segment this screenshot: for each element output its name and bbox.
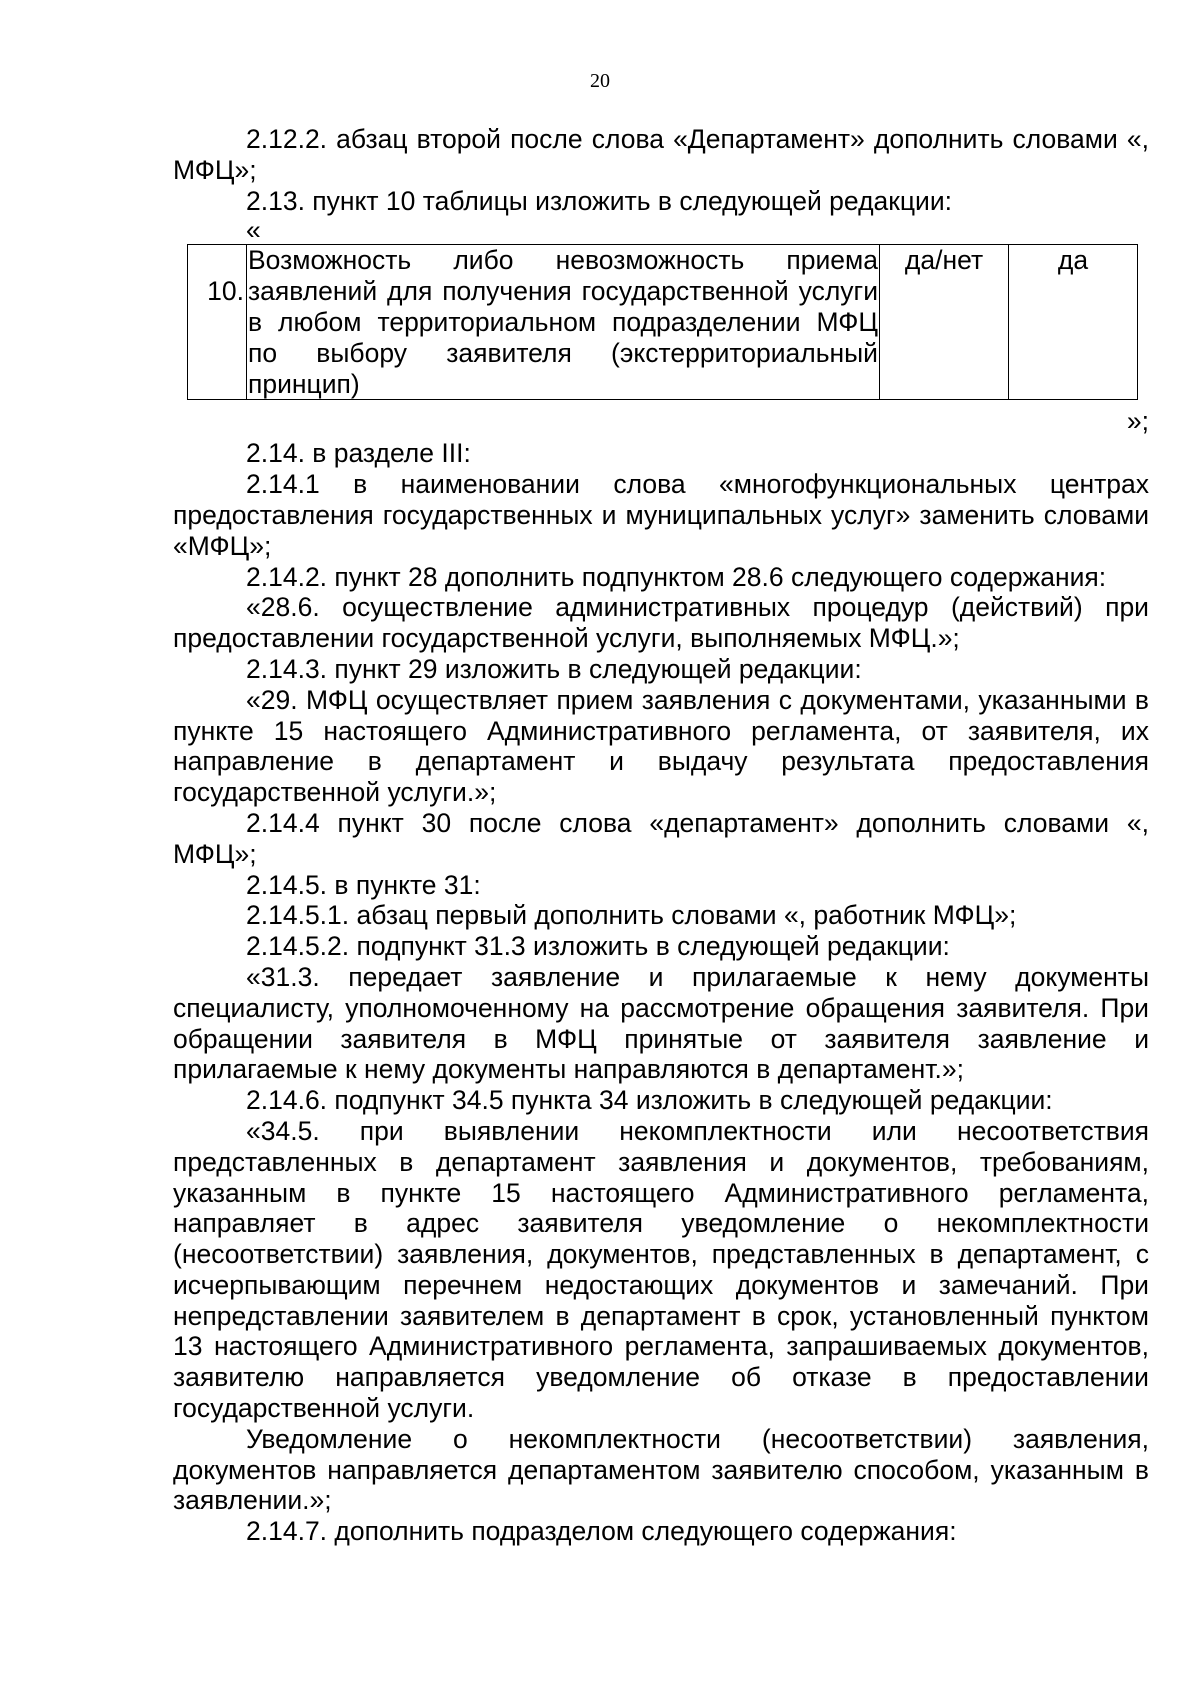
paragraph-2-14-1: 2.14.1 в наименовании слова «многофункциональных центрах предоставления государственных и муниципальных услуг» заменить словами «МФЦ»;	[173, 469, 1149, 561]
paragraph-2-13: 2.13. пункт 10 таблицы изложить в следующей редакции:	[246, 185, 953, 216]
amendment-table	[187, 244, 1138, 400]
row-number-cell	[188, 245, 247, 400]
page-number: 20	[590, 70, 610, 92]
paragraph-29: «29. МФЦ осуществляет прием заявления с документами, указанными в пункте 15 настоящего Административного регламента, от заявителя, их направление в департамент и выдачу результата предоставления государственной услуги.»;	[173, 684, 1149, 808]
paragraph-2-12-2: 2.12.2. абзац второй после слова «Департамент» дополнить словами «, МФЦ»;	[173, 124, 1149, 185]
table-close-quote: »;	[1126, 406, 1149, 437]
paragraph-2-14-4: 2.14.4 пункт 30 после слова «департамент» дополнить словами «, МФЦ»;	[173, 807, 1149, 869]
table-open-quote: «	[246, 215, 261, 246]
paragraph-2-14-3: 2.14.3. пункт 29 изложить в следующей редакции:	[246, 653, 862, 684]
paragraph-31-3: «31.3. передает заявление и прилагаемые к нему документы специалисту, уполномоченному на рассмотрение обращения заявителя. При обращении заявителя в МФЦ принятые от заявителя заявление и прилагаемые к нему документы направляются в департамент.»;	[173, 961, 1149, 1085]
paragraph-28-6: «28.6. осуществление административных процедур (действий) при предоставлении государственной услуги, выполняемых МФЦ.»;	[173, 592, 1149, 654]
paragraph-2-14-5-2: 2.14.5.2. подпункт 31.3 изложить в следующей редакции:	[246, 931, 950, 962]
row-options: да/нет	[880, 245, 1009, 400]
paragraph-2-14-6: 2.14.6. подпункт 34.5 пункта 34 изложить в следующей редакции:	[246, 1085, 1053, 1116]
paragraph-2-14-2: 2.14.2. пункт 28 дополнить подпунктом 28.6 следующего содержания:	[246, 561, 1107, 592]
paragraph-notification: Уведомление о некомплектности (несоответствии) заявления, документов направляется департаментом заявителю способом, указанным в заявлении.»;	[173, 1423, 1149, 1516]
paragraph-2-14-7: 2.14.7. дополнить подразделом следующего содержания:	[246, 1516, 957, 1547]
paragraph-2-14: 2.14. в разделе III:	[246, 438, 471, 469]
row-value: да	[1009, 245, 1138, 400]
document-body	[173, 124, 1149, 1547]
table-row	[188, 245, 1138, 400]
row-description: Возможность либо невозможность приема заявлений для получения государственной услуги в любом территориальном подразделении МФЦ по выбору заявителя (экстерриториальный принцип)	[248, 245, 878, 399]
paragraph-34-5: «34.5. при выявлении некомплектности или несоответствия представленных в департамент заявления и документов, требованиям, указанным в пункте 15 настоящего Административного регламента, направляет в адрес заявителя уведомление о некомплектности (несоответствии) заявления, документов, представленных в департамент, с исчерпывающим перечнем недостающих документов и замечаний. При непредставлении заявителем в департамент в срок, установленный пунктом 13 настоящего Административного регламента, запрашиваемых документов, заявителю направляется уведомление об отказе в предоставлении государственной услуги.	[173, 1115, 1149, 1424]
paragraph-2-14-5-1: 2.14.5.1. абзац первый дополнить словами «, работник МФЦ»;	[246, 900, 1017, 931]
row-number: 10.	[207, 276, 244, 307]
paragraph-2-14-5: 2.14.5. в пункте 31:	[246, 869, 481, 900]
